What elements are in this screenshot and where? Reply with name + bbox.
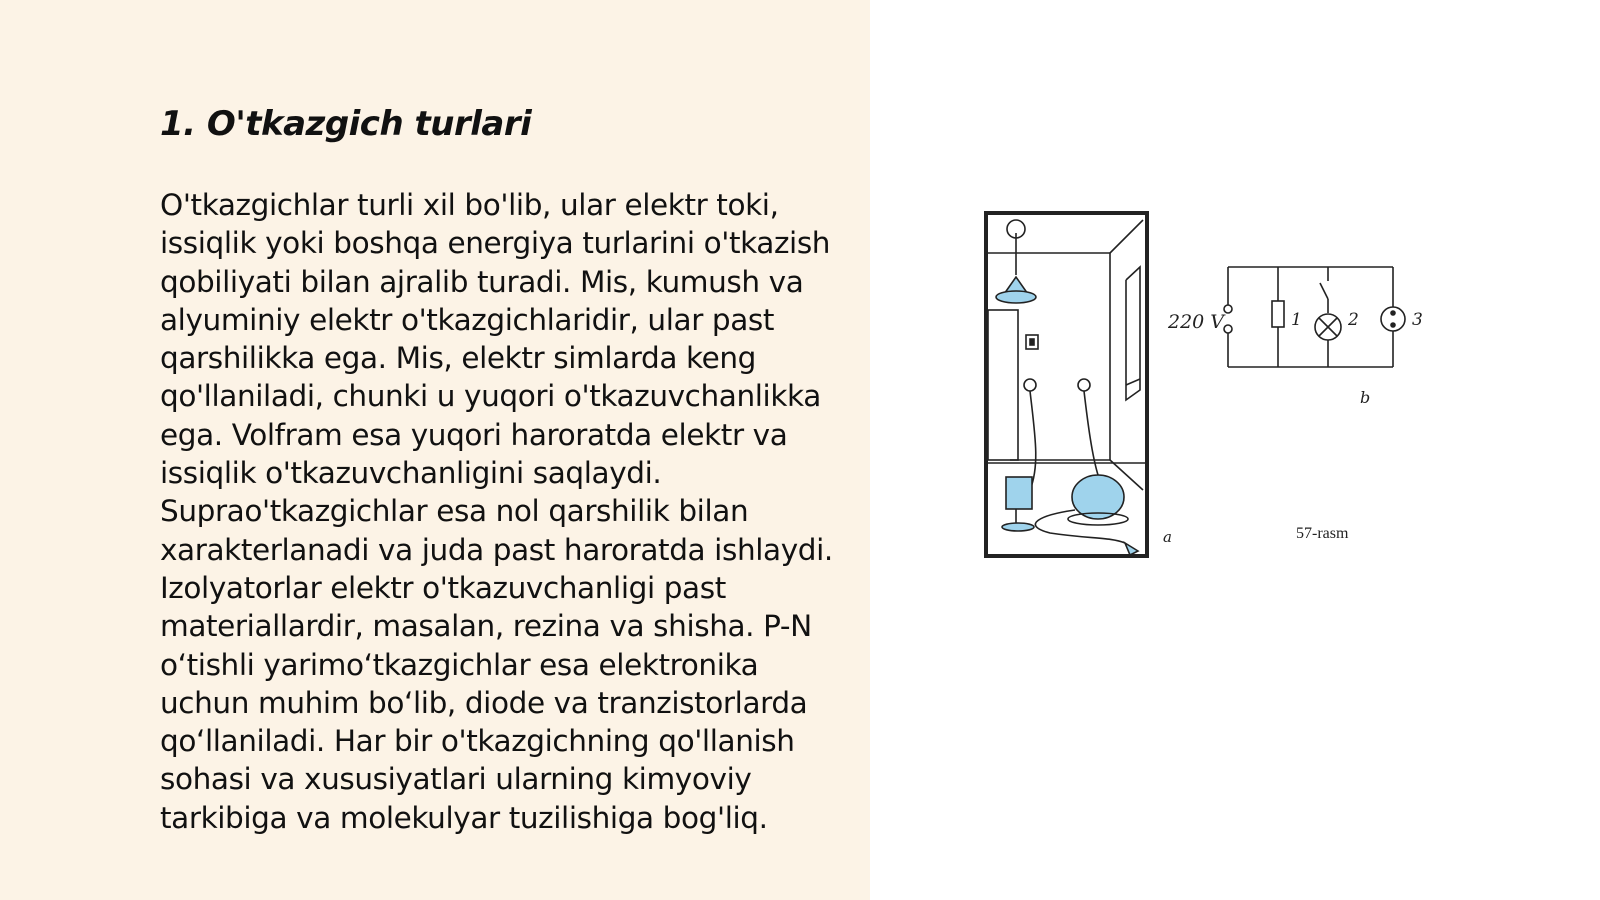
figure-caption: 57-rasm: [1296, 525, 1349, 542]
panel-a-label: a: [1163, 528, 1172, 546]
element-label-2: 2: [1348, 310, 1359, 330]
element-label-3: 3: [1412, 310, 1423, 330]
slide-title: 1. O'tkazgich turlari: [160, 104, 532, 144]
circuit-schematic: [1224, 267, 1405, 367]
slide-paragraph: O'tkazgichlar turli xil bo'lib, ular elektr toki, issiqlik yoki boshqa energiya turlarini o'tkazish qobiliyati bilan ajralib turadi. Mis, kumush va alyuminiy elektr o'tkazgichlaridir, ular past qarshilikka ega. Mis, elektr simlarda keng qo'llaniladi, chunki u yuqori o'tkazuvchanlikka ega. Volfram esa yuqori haroratda elektr va issiqlik o'tkazuvchanligini saqlaydi. Suprao'tkazgichlar esa nol qarshilik bilan xarakterlanadi va juda past haroratda ishlaydi. Izolyatorlar elektr o'tkazuvchanligi past materiallardir, masalan, rezina va shisha. P-N o‘tishli yarimo‘tkazgichlar esa elektronika uchun muhim bo‘lib, diode va tranzistorlarda qo‘llaniladi. Har bir o'tkazgichning qo'llanish sohasi va xususiyatlari ularning kimyoviy tarkibiga va molekulyar tuzilishiga bog'liq.: [160, 188, 833, 835]
voltage-label: 220 V: [1168, 311, 1225, 333]
element-label-1: 1: [1291, 310, 1302, 330]
panel-b-label: b: [1360, 388, 1371, 407]
room-illustration: [986, 213, 1147, 556]
circuit-figure: [980, 205, 1450, 585]
